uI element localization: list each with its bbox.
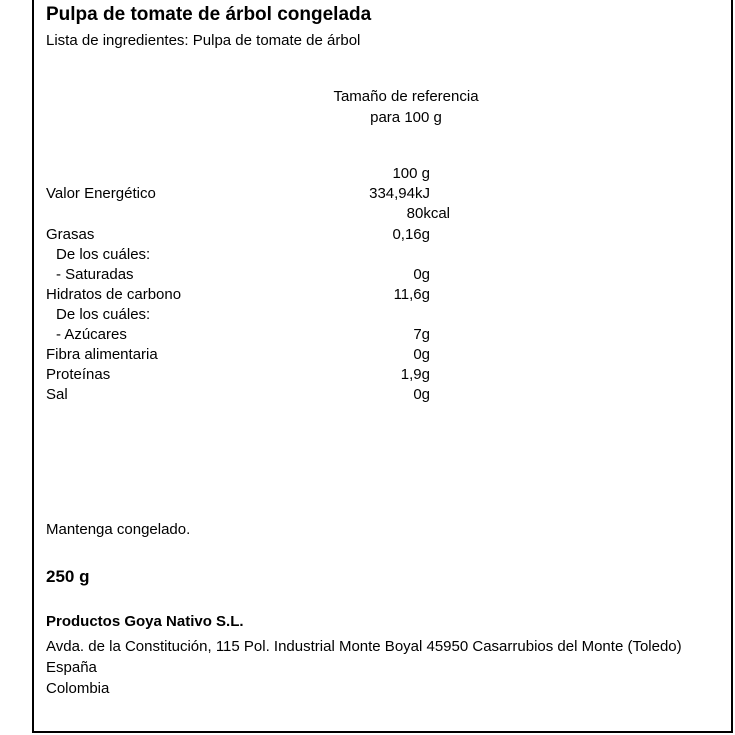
reference-line-2: para 100 g (370, 109, 442, 126)
nutrient-value-fat: 0,16g (392, 226, 430, 243)
net-weight: 250 g (46, 567, 90, 586)
company-name: Productos Goya Nativo S.L. (46, 613, 244, 630)
product-title: Pulpa de tomate de árbol congelada (46, 4, 372, 25)
nutrient-value-salt: 0g (413, 386, 430, 403)
nutrient-label-salt: Sal (46, 386, 68, 403)
nutrient-label-carbs: Hidratos de carbono (46, 286, 182, 303)
nutrient-label-fat: Grasas (46, 226, 95, 243)
nutrient-label-carbs-of-which: De los cuáles: (56, 306, 151, 323)
nutrient-value-carbs: 11,6g (393, 286, 430, 303)
nutrient-label-fiber: Fibra alimentaria (46, 346, 158, 363)
energy-label: Valor Energético (46, 185, 156, 202)
nutrient-value-protein: 1,9g (400, 366, 430, 383)
company-address: Avda. de la Constitución, 115 Pol. Industrial Monte Boyal 45950 Casarrubios del Monte (Toledo) España (46, 638, 682, 676)
country-of-origin: Colombia (46, 680, 110, 697)
nutrient-label-saturated: - Saturadas (56, 266, 134, 283)
nutrient-value-fiber: 0g (413, 346, 430, 363)
reference-size (300, 86, 512, 128)
nutrient-label-fat-of-which: De los cuáles: (56, 246, 151, 263)
column-header: 100 g (392, 165, 430, 182)
ingredients-list: Lista de ingredientes: Pulpa de tomate de árbol (46, 32, 361, 49)
nutrient-value-saturated: 0g (413, 266, 430, 283)
nutrient-label-sugars: - Azúcares (56, 326, 127, 343)
energy-kj: 334,94kJ (369, 185, 430, 202)
reference-line-1: Tamaño de referencia (333, 88, 479, 105)
energy-kcal: 80kcal (406, 205, 450, 222)
nutrient-value-sugars: 7g (413, 326, 430, 343)
storage-instructions: Mantenga congelado. (46, 521, 191, 538)
nutrient-label-protein: Proteínas (46, 366, 111, 383)
